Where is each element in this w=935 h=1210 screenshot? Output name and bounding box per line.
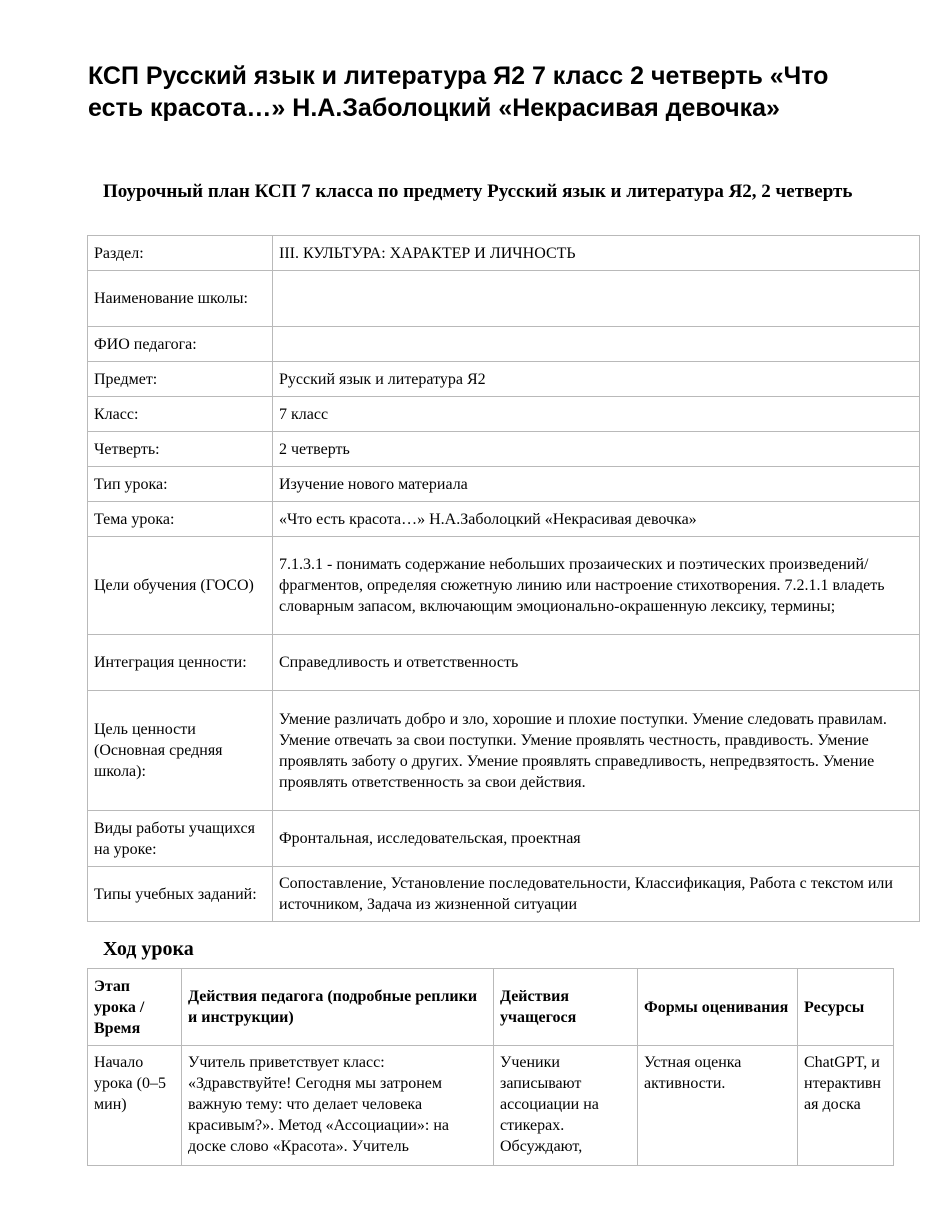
lesson-stage-cell	[88, 1046, 182, 1166]
plan-heading: Поурочный план КСП 7 класса по предмету Русский язык и литература Я2, 2 четверть	[103, 181, 853, 202]
table-row	[88, 271, 920, 327]
info-label: Предмет:	[88, 362, 273, 397]
info-label: Четверть:	[88, 432, 273, 467]
info-label: Цели обучения (ГОСО)	[88, 537, 273, 635]
student-actions-cell	[494, 1046, 638, 1166]
cell-text: Ученики записывают ассоциации на стикерах. Обсуждают,	[500, 1054, 599, 1155]
info-value: Фронтальная, исследовательская, проектная	[273, 811, 920, 867]
info-value: Русский язык и литература Я2	[273, 362, 920, 397]
info-value	[273, 271, 920, 327]
lesson-progress-heading: Ход урока	[103, 938, 194, 960]
lesson-progress-table	[87, 968, 894, 1166]
info-value: 7 класс	[273, 397, 920, 432]
info-label: Тип урока:	[88, 467, 273, 502]
info-label: Раздел:	[88, 236, 273, 271]
info-value: Справедливость и ответственность	[273, 635, 920, 691]
info-label: Виды работы учащихся на уроке:	[88, 811, 273, 867]
info-label: Класс:	[88, 397, 273, 432]
table-row	[88, 502, 920, 537]
table-row	[88, 236, 920, 271]
table-row	[88, 867, 920, 922]
table-row	[88, 397, 920, 432]
info-value: III. КУЛЬТУРА: ХАРАКТЕР И ЛИЧНОСТЬ	[273, 236, 920, 271]
info-value: Сопоставление, Установление последовательности, Классификация, Работа с текстом или источником, Задача из жизненной ситуации	[273, 867, 920, 922]
table-row	[88, 811, 920, 867]
table-row	[88, 362, 920, 397]
info-value: 7.1.3.1 - понимать содержание небольших прозаических и поэтических произведений/ фрагментов, определяя сюжетную линию или настроение стихотворения. 7.2.1.1 владеть словарным запасом, включающим эмоционально-окрашенную лексику, термины;	[273, 537, 920, 635]
document-title: КСП Русский язык и литература Я2 7 класс 2 четверть «Что есть красота…» Н.А.Заболоцкий «Некрасивая девочка»	[88, 62, 829, 122]
table-row	[88, 432, 920, 467]
table-row	[88, 327, 920, 362]
column-header-stage: Этап урока / Время	[88, 969, 182, 1046]
cell-text: Устная оценка активности.	[644, 1054, 742, 1092]
info-value: «Что есть красота…» Н.А.Заболоцкий «Некрасивая девочка»	[273, 502, 920, 537]
cell-text: Начало урока (0–5 мин)	[94, 1054, 166, 1113]
column-header-teacher-actions: Действия педагога (подробные реплики и инструкции)	[182, 969, 494, 1046]
cell-text: ChatGPT, интерактивная доска	[804, 1054, 881, 1113]
teacher-actions-cell	[182, 1046, 494, 1166]
column-header-assessment: Формы оценивания	[638, 969, 798, 1046]
column-header-student-actions: Действия учащегося	[494, 969, 638, 1046]
info-label: Тема урока:	[88, 502, 273, 537]
table-row	[88, 691, 920, 811]
info-value	[273, 327, 920, 362]
info-label: ФИО педагога:	[88, 327, 273, 362]
table-row	[88, 1046, 894, 1166]
info-label: Интеграция ценности:	[88, 635, 273, 691]
lesson-info-table	[87, 235, 920, 922]
table-row	[88, 635, 920, 691]
info-label: Типы учебных заданий:	[88, 867, 273, 922]
table-row	[88, 537, 920, 635]
info-label: Цель ценности (Основная средняя школа):	[88, 691, 273, 811]
info-value: Умение различать добро и зло, хорошие и плохие поступки. Умение следовать правилам. Умение отвечать за свои поступки. Умение проявлять честность, правдивость. Умение проявлять заботу о других. Умение проявлять справедливость, непредвзятость. Умение проявлять ответственность за свои действия.	[273, 691, 920, 811]
cell-text: Учитель приветствует класс: «Здравствуйте! Сегодня мы затронем важную тему: что делает человека красивым?». Метод «Ассоциации»: на доске слово «Красота». Учитель	[188, 1054, 450, 1155]
table-row	[88, 467, 920, 502]
info-label: Наименование школы:	[88, 271, 273, 327]
resources-cell	[798, 1046, 894, 1166]
info-value: Изучение нового материала	[273, 467, 920, 502]
column-header-resources: Ресурсы	[798, 969, 894, 1046]
assessment-cell	[638, 1046, 798, 1166]
info-value: 2 четверть	[273, 432, 920, 467]
table-header-row	[88, 969, 894, 1046]
